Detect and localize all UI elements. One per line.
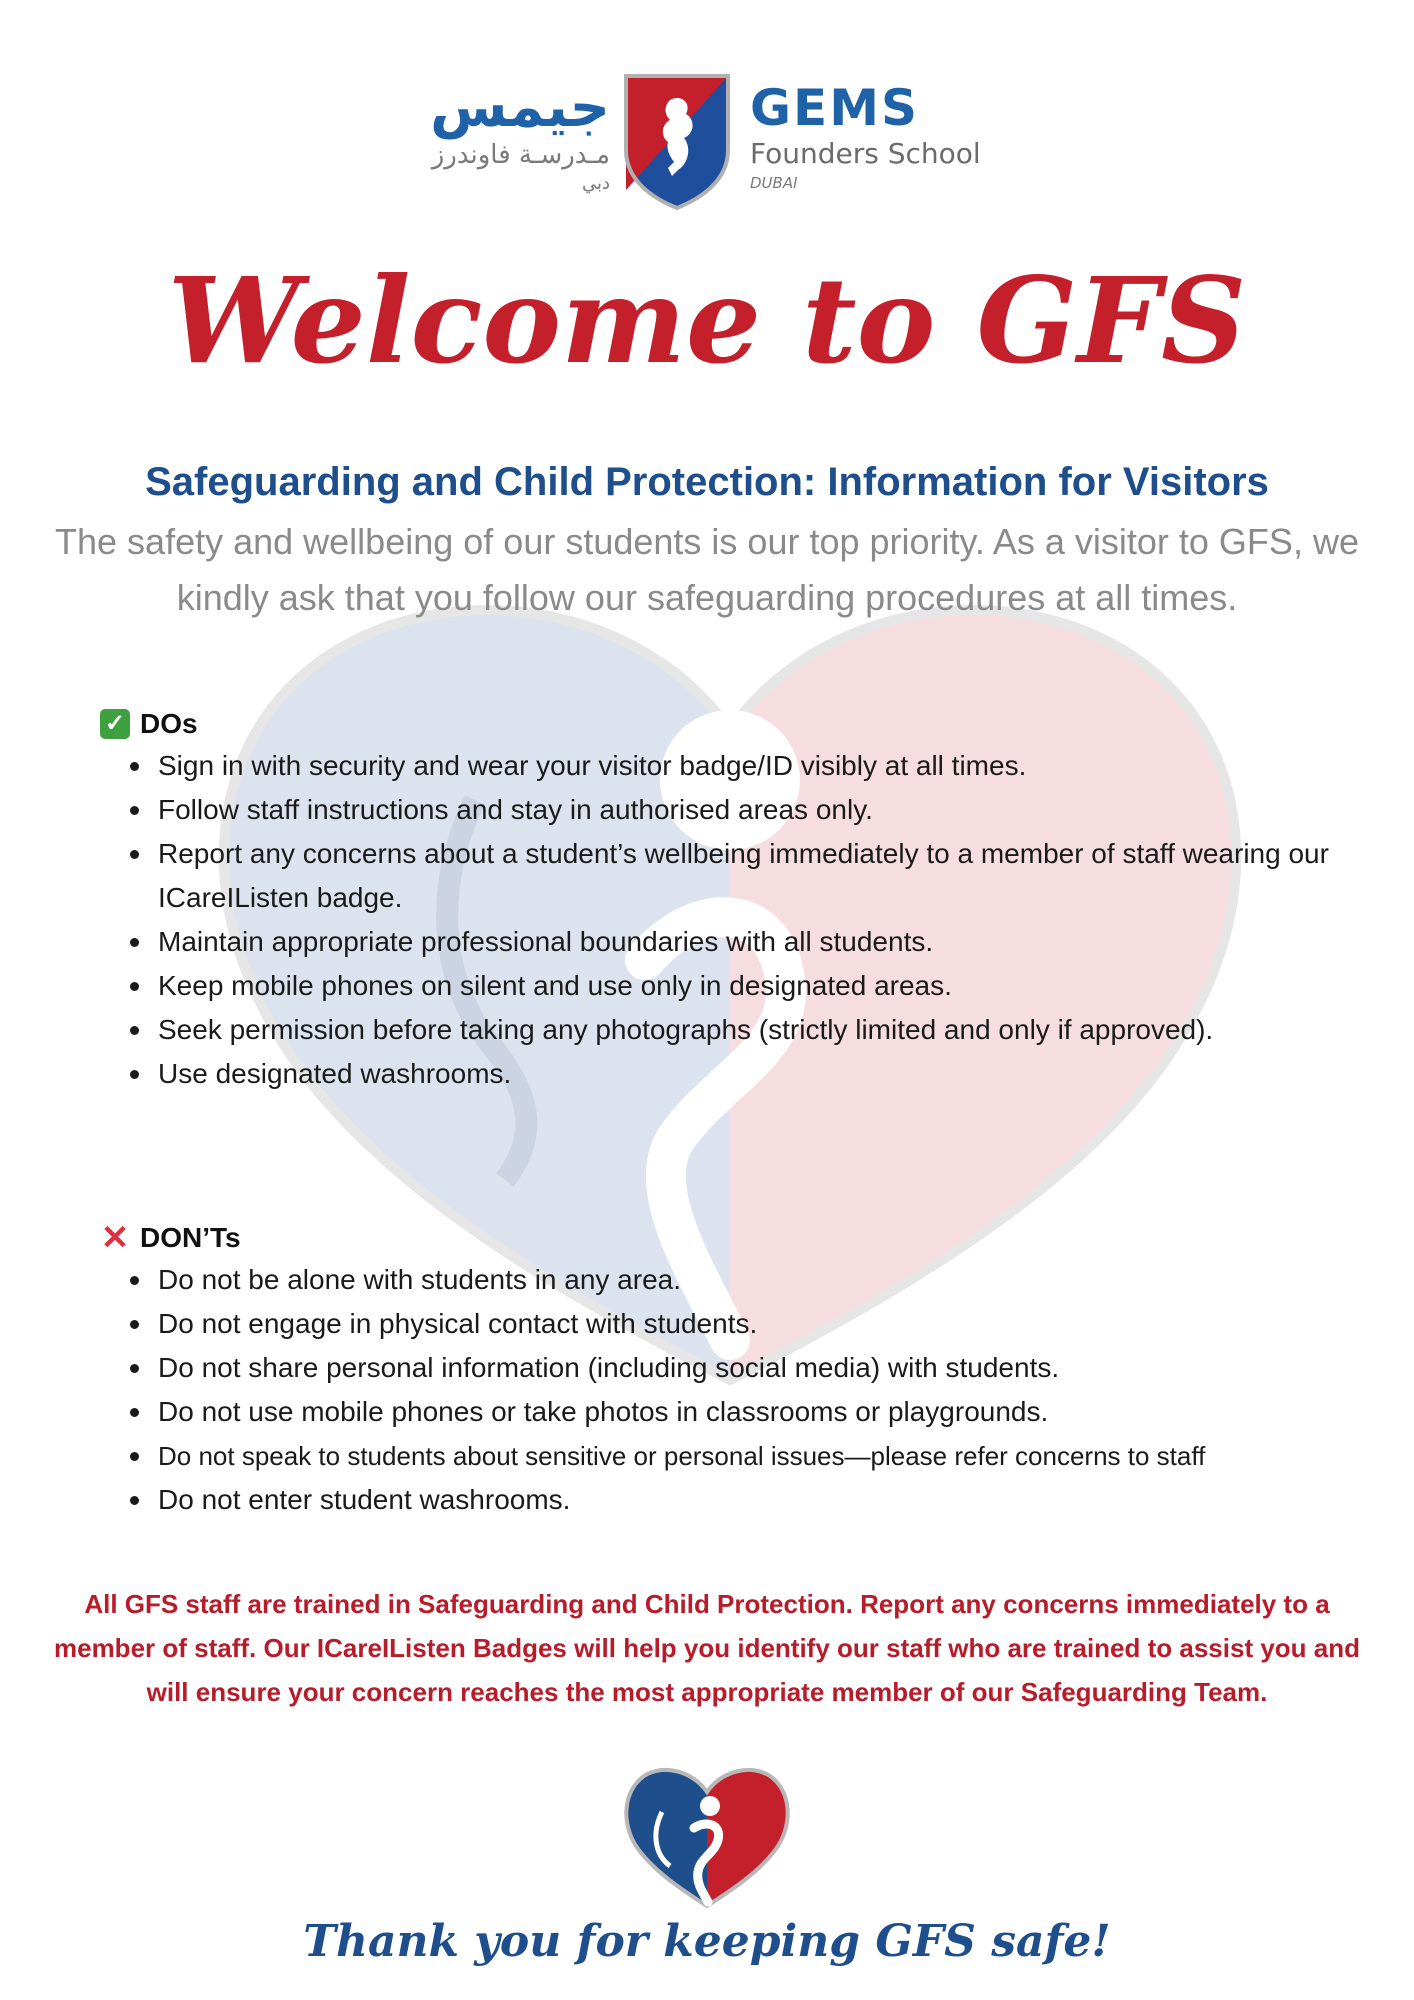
donts-title: DON’Ts	[140, 1222, 241, 1253]
gems-brand: GEMS	[750, 79, 919, 137]
icareilisten-heart-icon	[622, 1762, 792, 1910]
check-icon: ✓	[100, 709, 130, 739]
list-item: Do not use mobile phones or take photos in classrooms or playgrounds.	[100, 1390, 1400, 1434]
school-name: Founders School	[750, 137, 981, 170]
cross-icon: ✕	[100, 1219, 130, 1257]
list-item: Follow staff instructions and stay in authorised areas only.	[100, 788, 1400, 832]
dos-list	[100, 744, 1400, 1096]
list-item: Do not enter student washrooms.	[100, 1478, 1400, 1522]
closing-statement: All GFS staff are trained in Safeguarding and Child Protection. Report any concerns immediately to a member of staff. Our ICareIListen Badges will help you identify our staff who are trained to assist you and will ensure your concern reaches the most appropriate member of our Safeguarding Team.	[53, 1589, 1361, 1707]
list-item: Maintain appropriate professional boundaries with all students.	[100, 920, 1400, 964]
dos-section	[100, 704, 1400, 1096]
header	[0, 60, 1414, 220]
dos-heading	[100, 704, 1400, 744]
page-subtitle: Safeguarding and Child Protection: Information for Visitors	[145, 460, 1269, 504]
arabic-city: دبي	[581, 173, 610, 194]
donts-section	[100, 1218, 1400, 1522]
list-item: Sign in with security and wear your visitor badge/ID visibly at all times.	[100, 744, 1400, 788]
list-item: Do not be alone with students in any area.	[100, 1258, 1400, 1302]
intro-text: The safety and wellbeing of our students is our top priority. As a visitor to GFS, we kindly ask that you follow our safeguarding procedures at all times.	[55, 521, 1359, 618]
list-item: Do not share personal information (including social media) with students.	[100, 1346, 1400, 1390]
donts-heading	[100, 1218, 1400, 1258]
dos-title: DOs	[140, 708, 198, 739]
list-item: Do not speak to students about sensitive or personal issues—please refer concerns to staff	[100, 1434, 1400, 1478]
list-item: Seek permission before taking any photographs (strictly limited and only if approved).	[100, 1008, 1258, 1052]
arabic-brand: جيمس	[430, 75, 610, 140]
thank-you-message: Thank you for keeping GFS safe!	[303, 1916, 1111, 1967]
list-item: Keep mobile phones on silent and use only in designated areas.	[100, 964, 1400, 1008]
arabic-logo	[370, 75, 610, 196]
arabic-school-name: مـدرسـة فاوندرز	[431, 140, 610, 170]
list-item: Do not engage in physical contact with students.	[100, 1302, 1400, 1346]
list-item: Use designated washrooms.	[100, 1052, 1400, 1096]
crest-icon	[622, 72, 732, 210]
list-item: Report any concerns about a student’s wellbeing immediately to a member of staff wearing our ICareIListen badge.	[100, 832, 1338, 920]
welcome-title: Welcome to GFS	[167, 251, 1247, 390]
school-city: DUBAI	[750, 174, 798, 192]
donts-list	[100, 1258, 1400, 1522]
english-logo	[750, 80, 1070, 194]
